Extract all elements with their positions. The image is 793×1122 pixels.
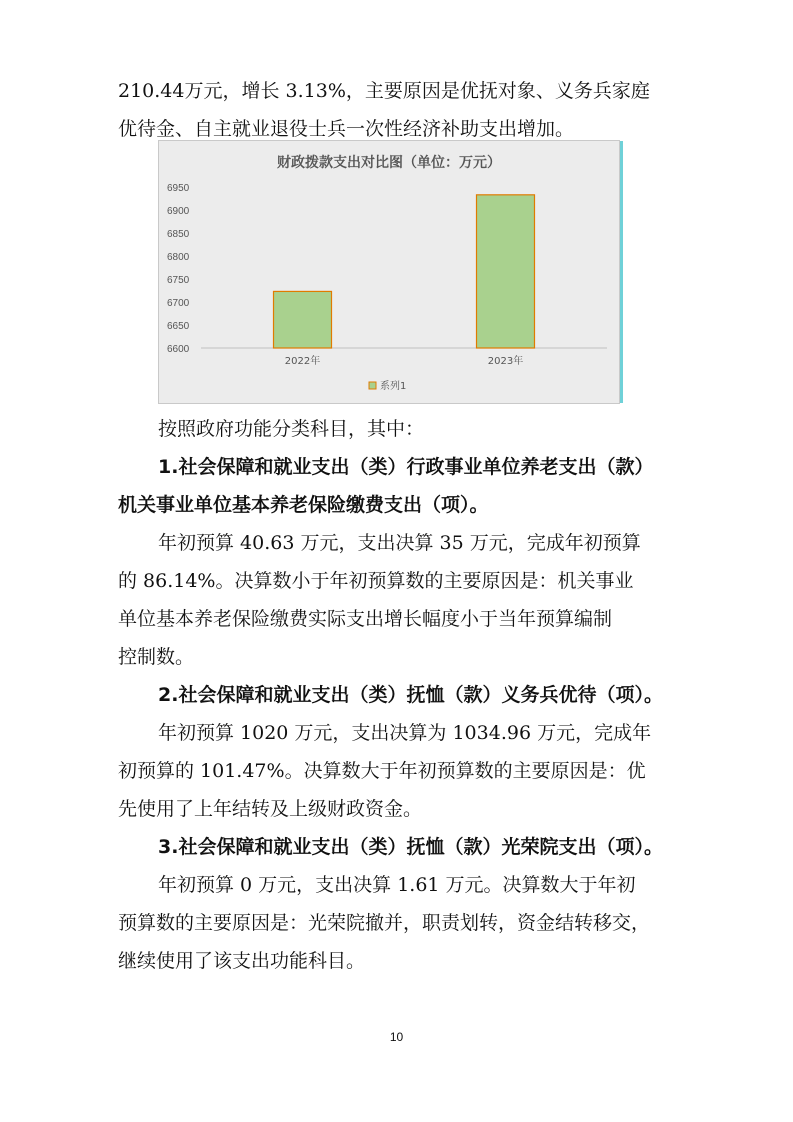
page-number: 10 (389, 1030, 404, 1044)
chart-canvas (159, 141, 619, 403)
y-tick-label: 6700 (167, 298, 190, 309)
section-heading: 机关事业单位基本养老保险缴费支出（项）。 (118, 494, 489, 516)
y-tick-label: 6600 (167, 344, 190, 355)
paragraph-line: 年初预算 1020 万元，支出决算为 1034.96 万元，完成年 (158, 722, 652, 744)
paragraph-line: 初预算的 101.47%。决算数大于年初预算数的主要原因是：优 (118, 760, 646, 782)
paragraph-line: 继续使用了该支出功能科目。 (118, 950, 366, 972)
legend-label: 系列1 (380, 381, 407, 392)
paragraph-line: 年初预算 0 万元，支出决算 1.61 万元。决算数大于年初 (158, 874, 636, 896)
y-tick-label: 6650 (167, 321, 190, 332)
x-tick-label: 2022年 (284, 356, 321, 367)
y-tick-label: 6850 (167, 229, 190, 240)
paragraph-line: 优待金、自主就业退役士兵一次性经济补助支出增加。 (118, 118, 575, 140)
paragraph-line: 按照政府功能分类科目，其中： (158, 418, 425, 440)
paragraph-line: 单位基本养老保险缴费实际支出增长幅度小于当年预算编制 (118, 608, 613, 630)
paragraph-line: 控制数。 (118, 646, 195, 668)
x-tick-label: 2023年 (487, 356, 524, 367)
paragraph-line: 先使用了上年结转及上级财政资金。 (118, 798, 423, 820)
bar-chart (158, 140, 620, 404)
y-tick-label: 6900 (167, 206, 190, 217)
y-tick-label: 6950 (167, 183, 190, 194)
paragraph-line: 年初预算 40.63 万元，支出决算 35 万元，完成年初预算 (158, 532, 641, 554)
chart-title: 财政拨款支出对比图（单位：万元） (277, 155, 501, 171)
section-heading: 1.社会保障和就业支出（类）行政事业单位养老支出（款） (158, 456, 654, 478)
paragraph-line: 的 86.14%。决算数小于年初预算数的主要原因是：机关事业 (118, 570, 634, 592)
bar (477, 195, 535, 348)
bar (274, 291, 332, 348)
section-heading: 3.社会保障和就业支出（类）抚恤（款）光荣院支出（项）。 (158, 836, 663, 858)
y-tick-label: 6800 (167, 252, 190, 263)
paragraph-line: 预算数的主要原因是：光荣院撤并，职责划转，资金结转移交， (118, 912, 651, 934)
section-heading: 2.社会保障和就业支出（类）抚恤（款）义务兵优待（项）。 (158, 684, 663, 706)
y-tick-label: 6750 (167, 275, 190, 286)
paragraph-line: 210.44万元，增长 3.13%，主要原因是优抚对象、义务兵家庭 (118, 80, 650, 102)
legend-swatch (369, 382, 376, 389)
